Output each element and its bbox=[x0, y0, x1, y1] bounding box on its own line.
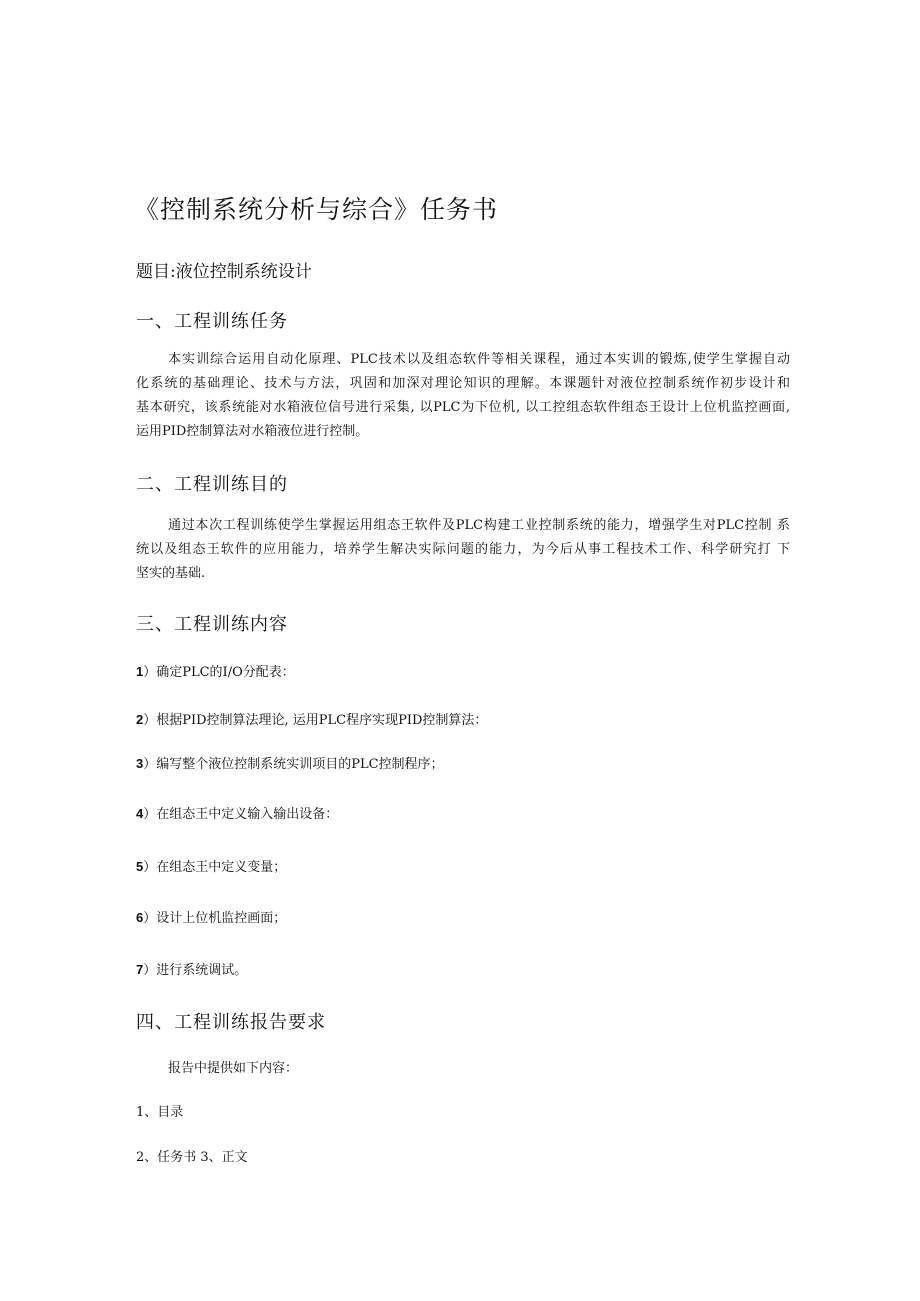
item-number: 6 bbox=[136, 910, 144, 925]
content-item-1 bbox=[136, 661, 295, 680]
item-text: ）编写整个液位控制系统实训项目的PLC控制程序； bbox=[143, 757, 444, 772]
paragraph-line: 运用PID控制算法对水箱液位进行控制。 bbox=[136, 424, 369, 439]
item-text: ）设计上位机监控画面； bbox=[143, 911, 287, 926]
content-item-7 bbox=[136, 959, 247, 978]
item-text: ）在组态王中定义输入输出设备： bbox=[143, 807, 339, 822]
document-subject: 题目:液位控制系统设计 bbox=[136, 262, 312, 282]
paragraph-line: 化系统的基础理论、技术与方法，巩固和加深对理论知识的理解。本课题针对液位控制系统作初步设计和 bbox=[136, 376, 790, 391]
paragraph-line: 本实训综合运用自动化原理、PLC技术以及组态软件等相关课程，通过本实训的锻炼,使学生掌握自动 bbox=[168, 352, 790, 367]
section-heading-task: 一、工程训练任务 bbox=[136, 311, 288, 332]
report-intro: 报告中提供如下内容： bbox=[168, 1061, 299, 1076]
paragraph-line: 基本研究，该系统能对水箱液位信号进行采集, 以PLC为下位机, 以工控组态软件组态王设计上位机监控画面, bbox=[136, 400, 790, 415]
report-item-2: 2、任务书 3、正文 bbox=[136, 1150, 248, 1165]
paragraph-line: 统以及组态王软件的应用能力，培养学生解决实际问题的能力，为今后从事工程技术工作、科学研究打 下 bbox=[136, 542, 790, 557]
item-text: ）在组态王中定义变量； bbox=[143, 860, 287, 875]
item-number: 2 bbox=[136, 712, 144, 727]
paragraph-line: 通过本次工程训练使学生掌握运用组态王软件及PLC构建工业控制系统的能力，增强学生对PLC控制 系 bbox=[168, 518, 790, 533]
content-item-4 bbox=[136, 803, 338, 822]
content-item-5 bbox=[136, 856, 286, 875]
item-number: 3 bbox=[136, 756, 144, 771]
section-heading-content: 三、工程训练内容 bbox=[136, 614, 288, 635]
section-purpose-paragraph bbox=[136, 514, 790, 586]
item-number: 5 bbox=[136, 859, 144, 874]
item-text: ）进行系统调试。 bbox=[143, 963, 248, 978]
item-text: ）根据PID控制算法理论, 运用PLC程序实现PID控制算法： bbox=[143, 713, 488, 728]
document-title: 《控制系统分析与综合》任务书 bbox=[134, 195, 499, 224]
item-text: ）确定PLC的I/O分配表： bbox=[143, 665, 295, 680]
report-item-1: 1、目录 bbox=[136, 1105, 184, 1120]
section-heading-purpose: 二、工程训练目的 bbox=[136, 474, 288, 495]
item-number: 1 bbox=[136, 664, 144, 679]
section-heading-report: 四、工程训练报告要求 bbox=[136, 1012, 326, 1033]
item-number: 4 bbox=[136, 806, 144, 821]
content-item-3 bbox=[136, 753, 444, 772]
paragraph-line: 坚实的基础. bbox=[136, 566, 206, 581]
content-item-6 bbox=[136, 907, 286, 926]
content-item-2 bbox=[136, 709, 487, 728]
section-task-paragraph bbox=[136, 348, 790, 444]
item-number: 7 bbox=[136, 962, 144, 977]
